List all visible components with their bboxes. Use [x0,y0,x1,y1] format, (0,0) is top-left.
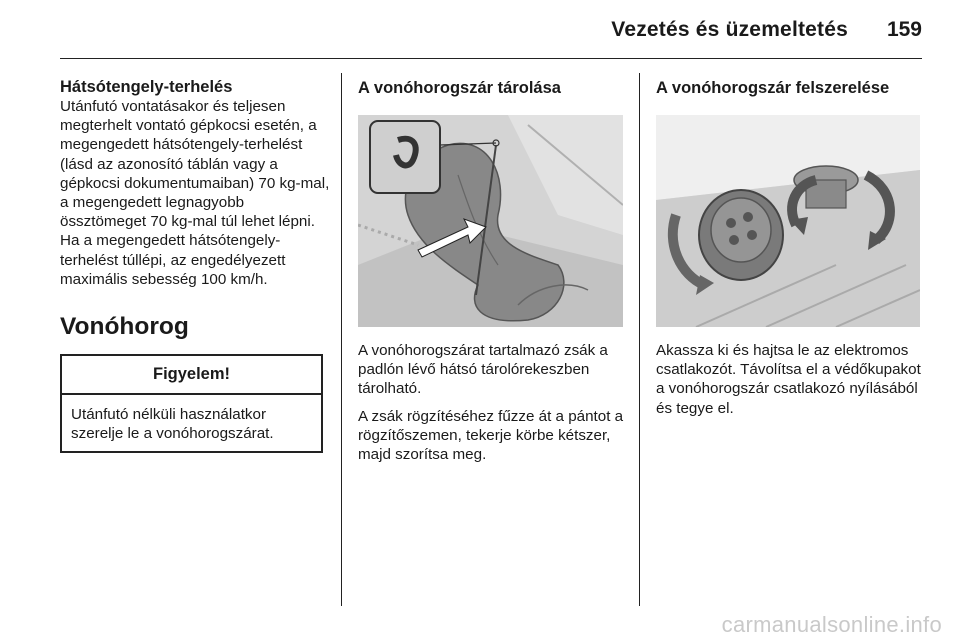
towbar-bag-illustration [358,115,623,327]
mounting-heading: A vonóhorogszár felszerelése [656,79,890,97]
electrical-connector-illustration [656,115,920,327]
column-2 [358,72,626,464]
column-divider-1 [341,73,342,606]
warning-text: Utánfutó nélküli használatkor szerelje le a vonóhorogszárat. [71,406,274,443]
axle-load-heading: Hátsótengely-terhelés [60,78,233,96]
storage-paragraph-1: A vonóhorogszárat tartalmazó zsák a padlón lévő hátsó tárolórekeszben tárolható. [358,342,608,398]
column-divider-2 [639,73,640,606]
column-3 [656,72,926,418]
header-rule [60,58,922,59]
axle-load-paragraph: Utánfutó vontatásakor és teljesen megterhelt vontató gépkocsi esetén, a megengedett hátsótengely-terhelést (lásd az azonosító táblán vagy a gépkocsi dokumentumaiban) 70 kg-mal, a megengedett legnagyobb össztömeget 70 kg-mal túl lehet lépni. Ha a megengedett hátsótengely-terhelést túllépi, az engedélyezett maximális sebesség 100 km/h. [60,98,330,288]
watermark: carmanualsonline.info [721,612,942,637]
storage-paragraph-2: A zsák rögzítéséhez fűzze át a pántot a rögzítőszemen, tekerje körbe kétszer, majd szorítsa meg. [358,407,624,464]
towbar-section-heading: Vonóhorog [60,313,189,341]
mounting-paragraph: Akassza ki és hajtsa le az elektromos csatlakozót. Távolítsa el a védőkupakot a vonóhorogszár csatlakozó nyílásából és tegye el. [656,342,921,417]
column-1 [60,72,330,453]
page-number: 159 [886,18,922,41]
running-header-title: Vezetés és üzemeltetés [611,18,848,41]
warning-box [60,354,323,453]
warning-title: Figyelem! [62,356,321,395]
storage-heading: A vonóhorogszár tárolása [358,79,561,97]
